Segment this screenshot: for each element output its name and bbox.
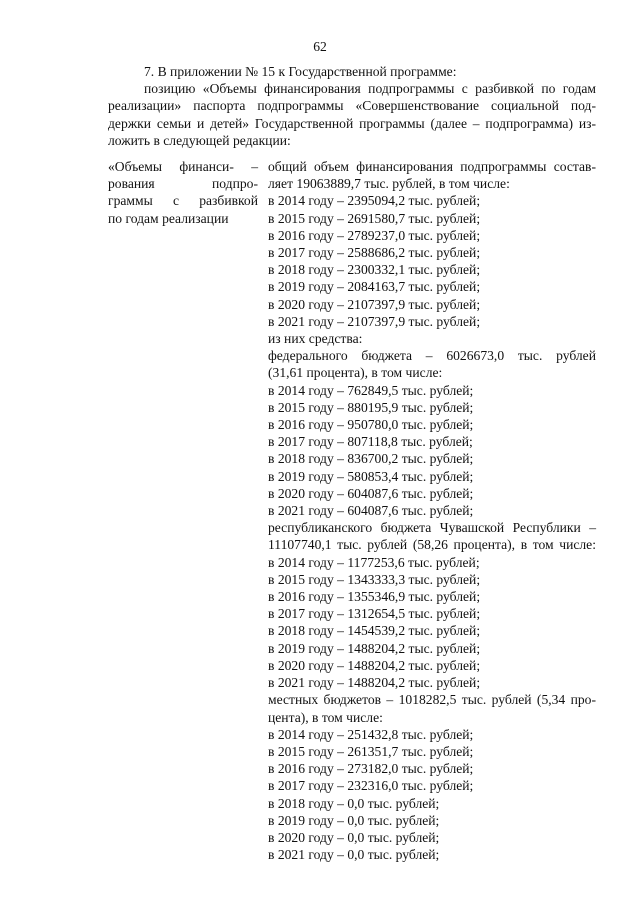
financing-line: в 2019 году – 1488204,2 тыс. рублей; (268, 640, 481, 656)
intro-line: ложить в следующей редакции: (108, 132, 291, 148)
financing-line: в 2019 году – 0,0 тыс. рублей; (268, 812, 440, 828)
financing-line: в 2020 году – 604087,6 тыс. рублей; (268, 485, 474, 501)
financing-line: в 2018 году – 2300332,1 тыс. рублей; (268, 262, 481, 278)
financing-line: в 2015 году – 261351,7 тыс. рублей; (268, 743, 474, 759)
financing-line: в 2014 году – 1177253,6 тыс. рублей; (268, 554, 480, 570)
financing-line: в 2016 году – 2789237,0 тыс. рублей; (268, 227, 481, 243)
intro-item-heading: 7. В приложении № 15 к Государственной программе: (144, 64, 457, 79)
financing-line: ляет 19063889,7 тыс. рублей, в том числе: (268, 176, 510, 192)
financing-line: в 2018 году – 836700,2 тыс. рублей; (268, 451, 474, 467)
position-label-column (108, 158, 258, 227)
intro-line: позицию «Объемы финансирования подпрограммы с разбивкой по годам (144, 81, 596, 97)
position-label-line: «Объемы финанси- – (108, 159, 258, 174)
financing-line: в 2018 году – 0,0 тыс. рублей; (268, 795, 440, 811)
financing-line: в 2016 году – 950780,0 тыс. рублей; (268, 417, 474, 433)
financing-line: в 2019 году – 580853,4 тыс. рублей; (268, 468, 474, 484)
position-label-line: рования подпро- (108, 176, 258, 192)
intro-section (108, 63, 596, 149)
financing-line: в 2021 году – 1488204,2 тыс. рублей; (268, 675, 481, 691)
financing-line: 11107740,1 тыс. рублей (58,26 процента), в том числе: (268, 537, 596, 553)
financing-line: федерального бюджета – 6026673,0 тыс. рублей (268, 348, 596, 364)
position-label-line: граммы с разбивкой (108, 193, 258, 209)
financing-line: в 2015 году – 1343333,3 тыс. рублей; (268, 571, 481, 587)
financing-line: общий объем финансирования подпрограммы состав- (268, 159, 596, 174)
financing-line: (31,61 процента), в том числе: (268, 365, 443, 381)
financing-line: в 2016 году – 273182,0 тыс. рублей; (268, 761, 474, 777)
financing-line: в 2015 году – 880195,9 тыс. рублей; (268, 399, 474, 415)
page-number: 62 (313, 39, 327, 54)
financing-line: в 2017 году – 807118,8 тыс. рублей; (268, 434, 473, 450)
financing-line: в 2016 году – 1355346,9 тыс. рублей; (268, 589, 481, 605)
financing-line: в 2015 году – 2691580,7 тыс. рублей; (268, 210, 481, 226)
intro-line: держки семьи и детей» Государственной программы (далее – подпрограмма) из- (108, 115, 596, 131)
financing-line: цента), в том числе: (268, 709, 383, 725)
financing-line: в 2021 году – 604087,6 тыс. рублей; (268, 503, 474, 519)
financing-line: в 2020 году – 2107397,9 тыс. рублей; (268, 296, 481, 312)
financing-line: в 2020 году – 0,0 тыс. рублей; (268, 829, 440, 845)
financing-line: республиканского бюджета Чувашской Республики – (268, 520, 596, 536)
financing-line: из них средства: (268, 331, 363, 347)
financing-line: в 2017 году – 232316,0 тыс. рублей; (268, 778, 474, 794)
financing-line: местных бюджетов – 1018282,5 тыс. рублей (5,34 про- (268, 692, 596, 708)
financing-line: в 2014 году – 2395094,2 тыс. рублей; (268, 193, 481, 209)
financing-line: в 2014 году – 762849,5 тыс. рублей; (268, 382, 474, 398)
financing-line: в 2017 году – 2588686,2 тыс. рублей; (268, 245, 481, 261)
financing-line: в 2020 году – 1488204,2 тыс. рублей; (268, 657, 481, 673)
financing-line: в 2014 году – 251432,8 тыс. рублей; (268, 726, 474, 742)
intro-line: реализации» паспорта подпрограммы «Совершенствование социальной под- (108, 98, 596, 114)
financing-line: в 2019 году – 2084163,7 тыс. рублей; (268, 279, 481, 295)
intro-paragraph (108, 80, 596, 149)
position-label-line: по годам реализации (108, 210, 229, 226)
financing-line: в 2021 году – 2107397,9 тыс. рублей; (268, 313, 481, 329)
financing-line: в 2021 году – 0,0 тыс. рублей; (268, 847, 440, 863)
financing-details-column (268, 158, 596, 863)
financing-line: в 2018 году – 1454539,2 тыс. рублей; (268, 623, 481, 639)
financing-line: в 2017 году – 1312654,5 тыс. рублей; (268, 606, 481, 622)
